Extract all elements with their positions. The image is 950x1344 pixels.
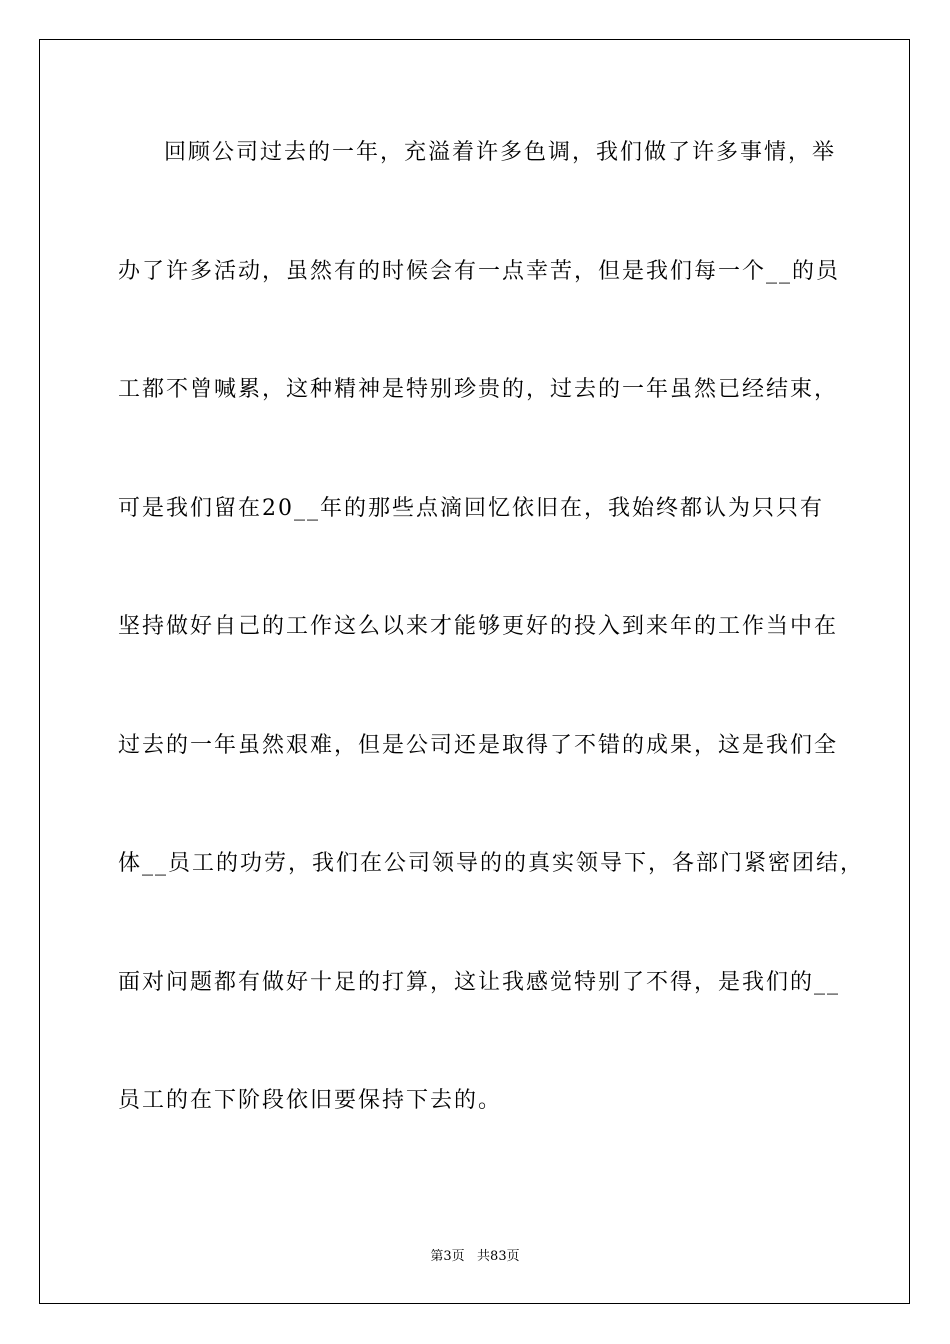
body-paragraph — [118, 120, 865, 1187]
text-line-4: 可是我们留在20__年的那些点滴回忆依旧在，我始终都认为只只有 — [118, 495, 824, 521]
text-line-2: 办了许多活动，虽然有的时候会有一点幸苦，但是我们每一个__的员 — [118, 258, 841, 284]
text-line-7: 体__员工的功劳，我们在公司领导的的真实领导下，各部门紧密团结， — [118, 851, 865, 876]
page-number-footer: 第3页 共83页 — [430, 1249, 520, 1264]
text-line-6: 过去的一年虽然艰难，但是公司还是取得了不错的成果，这是我们全 — [118, 732, 839, 758]
text-line-5: 坚持做好自己的工作这么以来才能够更好的投入到来年的工作当中在 — [118, 614, 839, 639]
text-line-1: 回顾公司过去的一年，充溢着许多色调，我们做了许多事情，举 — [164, 140, 837, 165]
text-line-3: 工都不曾喊累，这种精神是特别珍贵的，过去的一年虽然已经结束， — [118, 377, 839, 402]
text-line-9: 员工的在下阶段依旧要保持下去的。 — [118, 1088, 503, 1113]
text-line-8: 面对问题都有做好十足的打算，这让我感觉特别了不得，是我们的__ — [118, 969, 841, 995]
